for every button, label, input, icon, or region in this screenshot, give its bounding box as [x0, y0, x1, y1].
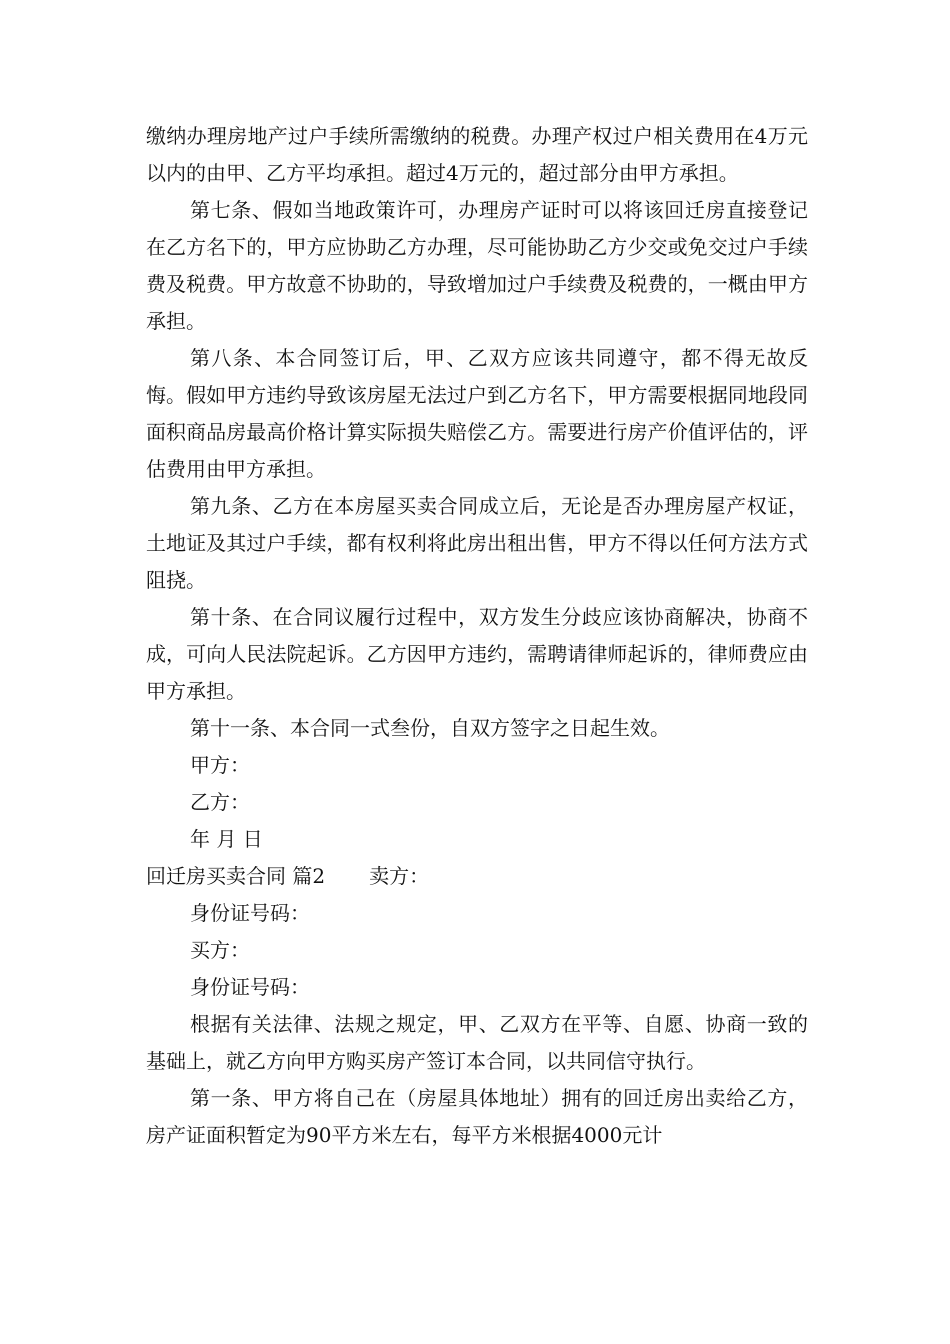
paragraph-article-11: 第十一条、本合同一式叁份，自双方签字之日起生效。	[190, 716, 670, 740]
paragraph-article-10: 第十条、在合同议履行过程中，双方发生分歧应该协商解决，协商不成，可向人民法院起诉。乙方因甲方违约，需聘请律师起诉的，律师费应由甲方承担。	[146, 605, 808, 703]
paragraph-preamble: 根据有关法律、法规之规定，甲、乙双方在平等、自愿、协商一致的基础上，就乙方向甲方购买房产签订本合同，以共同信守执行。	[146, 1012, 808, 1073]
section-2-title: 回迁房买卖合同 篇2	[146, 864, 326, 888]
paragraph-article-1: 第一条、甲方将自己在（房屋具体地址）拥有的回迁房出卖给乙方，房产证面积暂定为90平方米左右，每平方米根据4000元计	[146, 1086, 808, 1147]
paragraph-fees: 缴纳办理房地产过户手续所需缴纳的税费。办理产权过户相关费用在4万元以内的由甲、乙方平均承担。超过4万元的，超过部分由甲方承担。	[146, 124, 808, 185]
buyer-id-number: 身份证号码：	[190, 975, 310, 999]
document-body	[146, 118, 808, 1154]
signature-party-b: 乙方：	[190, 790, 250, 814]
seller-id-number: 身份证号码：	[190, 901, 310, 925]
section-2-heading-line	[146, 858, 808, 895]
paragraph-article-8: 第八条、本合同签订后，甲、乙双方应该共同遵守，都不得无故反悔。假如甲方违约导致该房屋无法过户到乙方名下，甲方需要根据同地段同面积商品房最高价格计算实际损失赔偿乙方。需要进行房产价值评估的，评估费用由甲方承担。	[146, 346, 808, 481]
signature-party-a: 甲方：	[190, 753, 250, 777]
paragraph-article-7: 第七条、假如当地政策许可，办理房产证时可以将该回迁房直接登记在乙方名下的，甲方应协助乙方办理，尽可能协助乙方少交或免交过户手续费及税费。甲方故意不协助的，导致增加过户手续费及税费的，一概由甲方承担。	[146, 198, 808, 333]
paragraph-article-9: 第九条、乙方在本房屋买卖合同成立后，无论是否办理房屋产权证，土地证及其过户手续，都有权利将此房出租出售，甲方不得以任何方法方式阻挠。	[146, 494, 808, 592]
buyer-label: 买方：	[190, 938, 250, 962]
signature-date: 年 月 日	[190, 827, 263, 851]
seller-label: 卖方：	[369, 864, 430, 888]
